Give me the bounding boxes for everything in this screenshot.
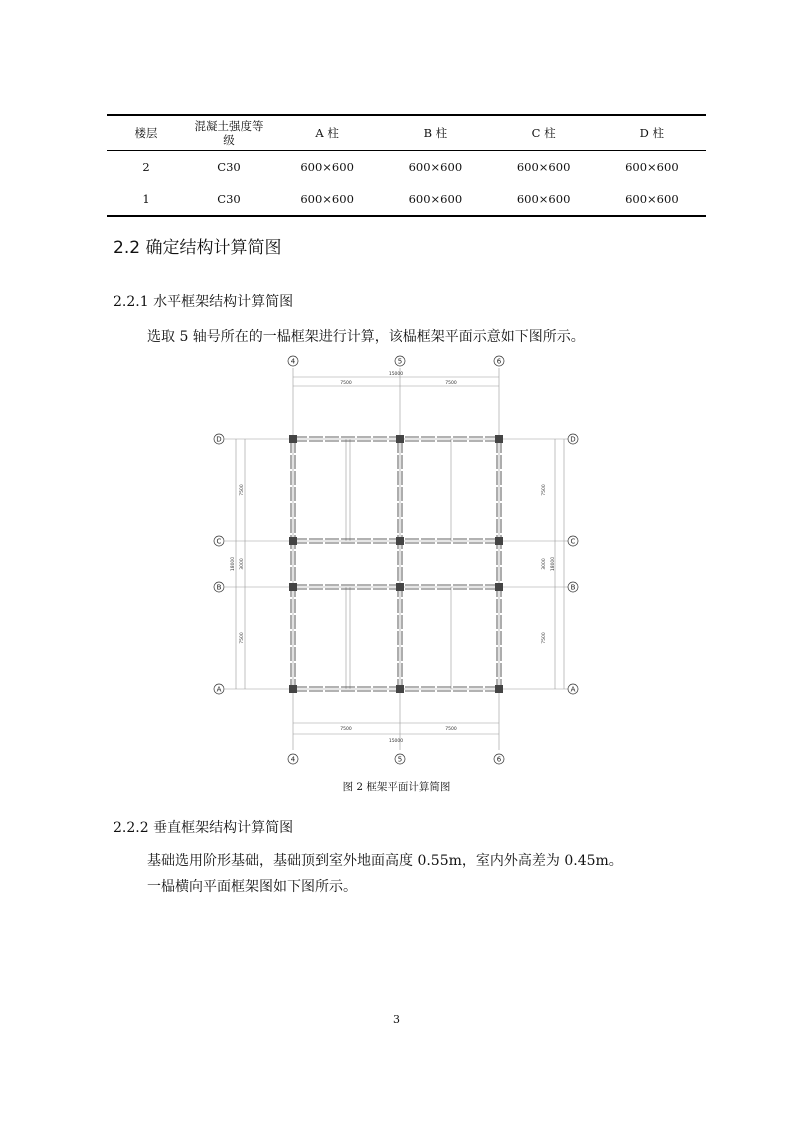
header-col-a: A 柱 [273, 115, 381, 151]
paragraph-1: 选取 5 轴号所在的一榀框架进行计算，该榀框架平面示意如下图所示。 [147, 329, 585, 345]
table-cell: 600×600 [381, 183, 489, 216]
frame-plan-diagram [205, 350, 595, 770]
axis-label-d-left: D [216, 435, 222, 444]
dim-span-2-top: 7500 [445, 381, 457, 386]
table-cell: 1 [107, 183, 185, 216]
table-cell: 600×600 [598, 183, 706, 216]
table-cell: 600×600 [300, 160, 354, 174]
axis-label-a-right: A [570, 685, 576, 694]
dim-side-1-right: 7500 [542, 484, 547, 496]
axis-label-c-left: C [216, 537, 222, 546]
section-heading-2-2-1: 2.2.1 水平框架结构计算简图 [113, 294, 294, 310]
figure-caption: 图 2 框架平面计算简图 [342, 781, 451, 793]
axis-label-c-right: C [570, 537, 576, 546]
header-concrete-grade-text: 混凝土强度等级 [194, 119, 264, 147]
column-markers [289, 435, 503, 693]
page-number: 3 [393, 1013, 400, 1026]
axis-label-6-bottom: 6 [496, 755, 502, 764]
column-size-table [107, 114, 706, 217]
table-cell: C30 [217, 160, 241, 174]
dim-span-2-bottom: 7500 [445, 727, 457, 732]
axis-label-6-top: 6 [496, 357, 502, 366]
dim-side-total-right: 18000 [551, 556, 556, 572]
section-heading-2-2-2: 2.2.2 垂直框架结构计算简图 [113, 820, 294, 836]
axis-label-4-bottom: 4 [290, 755, 296, 764]
table-cell: 600×600 [273, 183, 381, 216]
axis-label-d-right: D [570, 435, 576, 444]
table-row [107, 151, 706, 184]
axis-label-5-top: 5 [397, 357, 403, 366]
axis-label-b-right: B [570, 583, 576, 592]
dim-side-total-left: 18000 [231, 556, 236, 572]
dim-side-2-left: 3000 [240, 558, 245, 570]
header-floor: 楼层 [107, 115, 185, 151]
header-col-c: C 柱 [490, 115, 598, 151]
axis-label-5-bottom: 5 [397, 755, 403, 764]
header-col-b: B 柱 [381, 115, 489, 151]
header-concrete-grade [185, 115, 273, 151]
axis-label-a-left: A [216, 685, 222, 694]
axis-label-4-top: 4 [290, 357, 296, 366]
dim-side-3-right: 7500 [542, 632, 547, 644]
table-cell: C30 [185, 183, 273, 216]
dim-total-top: 15000 [388, 372, 404, 377]
table-row [107, 183, 706, 216]
header-col-d: D 柱 [598, 115, 706, 151]
table-cell: 2 [142, 160, 150, 174]
dim-total-bottom: 15000 [388, 739, 404, 744]
paragraph-2: 基础选用阶形基础，基础顶到室外地面高度 0.55m，室内外高差为 0.45m。 [147, 853, 623, 869]
dim-side-3-left: 7500 [240, 632, 245, 644]
dim-span-1-bottom: 7500 [340, 727, 352, 732]
paragraph-3: 一榀横向平面框架图如下图所示。 [147, 879, 357, 895]
dim-side-1-left: 7500 [240, 484, 245, 496]
table-cell: 600×600 [516, 160, 571, 174]
section-heading-2-2: 2.2 确定结构计算简图 [113, 238, 282, 258]
dim-side-2-right: 3000 [542, 558, 547, 570]
table-cell: 600×600 [408, 160, 463, 174]
table-cell: 600×600 [625, 160, 679, 174]
dim-span-1-top: 7500 [340, 381, 352, 386]
table-cell: 600×600 [490, 183, 598, 216]
axis-label-b-left: B [216, 583, 222, 592]
